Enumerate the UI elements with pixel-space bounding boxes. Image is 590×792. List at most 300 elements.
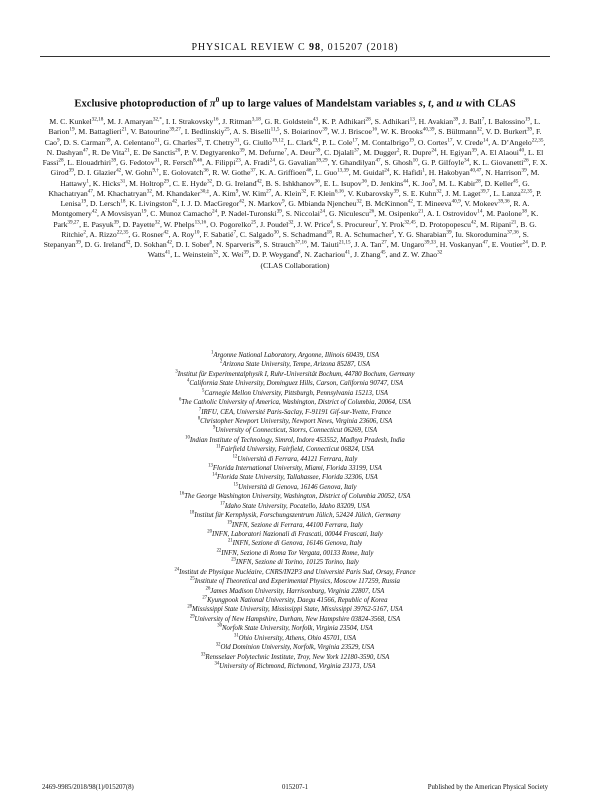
author-name: T. Chetry <box>205 137 235 147</box>
author-name: G. Mbianda Njencheu <box>288 199 357 208</box>
author-name: M. Guidal <box>352 168 385 178</box>
affiliation-line <box>42 473 548 482</box>
author-name: M. L. Kabir <box>438 178 476 188</box>
author-affiliation-marks: 19,12 <box>271 136 284 143</box>
article-number: 015207 (2018) <box>327 42 399 53</box>
author-name: A Movsisyan <box>100 209 142 219</box>
author-affiliation-marks: 7 <box>233 229 237 236</box>
author-affiliation-marks: 42 <box>172 198 178 205</box>
author-name: P. Lenisa <box>60 188 542 208</box>
author-name: S. Boiarinov <box>283 127 323 137</box>
author-affiliation-marks: 17 <box>447 136 453 143</box>
author-name: I. Balossino <box>488 117 525 126</box>
affiliation-text: IRFU, CEA, Université Paris-Saclay, F-91191 Gif-sur-Yvette, France <box>201 408 392 416</box>
author-affiliation-marks: 18 <box>120 198 126 205</box>
affiliation-text: University of Connecticut, Storrs, Connecticut 06269, USA <box>215 427 378 435</box>
author-affiliation-marks: 32 <box>436 188 442 195</box>
author-name: M. Hattawy <box>60 168 540 188</box>
title-suffix: with CLAS <box>462 98 516 110</box>
author-name: X. Wei <box>222 250 244 260</box>
author-name: L. Weinstein <box>174 250 214 260</box>
author-affiliation-marks: 24 <box>269 157 275 164</box>
author-affiliation-marks: 39 <box>105 136 111 143</box>
author-name: S. Ghosh <box>384 158 413 167</box>
author-affiliation-marks: 39 <box>243 249 249 256</box>
author-name: N. Harrison <box>485 168 522 178</box>
author-name: D. Lersch <box>90 199 121 208</box>
author-name: Y. Prok <box>381 219 405 229</box>
author-name: G. Charles <box>163 137 197 147</box>
author-name: K. Hicks <box>92 178 121 188</box>
author-name: Z. W. Zhao <box>402 250 438 260</box>
affiliation-index: 12 <box>232 454 238 460</box>
author-name: D. Keller <box>484 178 514 188</box>
affiliation-line <box>42 558 548 567</box>
author-name: F. X. Girod <box>50 158 548 178</box>
affiliation-line <box>42 445 548 454</box>
author-affiliation-marks: 32 <box>206 177 213 184</box>
author-affiliation-marks: 36 <box>314 177 320 184</box>
author-affiliation-marks: 1 <box>86 177 89 184</box>
affiliation-index: 34 <box>214 661 220 667</box>
author-name: O. Pogorelko <box>210 219 252 229</box>
author-affiliation-marks: 42 <box>91 208 98 215</box>
author-name: R. Fersch <box>163 158 194 167</box>
author-affiliation-marks: 19 <box>80 198 87 205</box>
author-name: M. J. Amaryan <box>107 117 153 126</box>
affiliation-text: California State University, Dominguez Hills, Carson, California 90747, USA <box>189 380 404 388</box>
author-affiliation-marks: 9 <box>235 188 239 195</box>
author-affiliation-marks: 21 <box>511 218 517 225</box>
affiliation-text: Christopher Newport University, Newport News, Virginia 23606, USA <box>200 417 393 425</box>
affiliation-index: 18 <box>189 510 195 516</box>
author-affiliation-marks: 47 <box>82 147 89 154</box>
author-affiliation-marks: 42 <box>239 198 245 205</box>
affiliation-index: 17 <box>220 501 225 507</box>
affiliation-index: 16 <box>179 492 185 498</box>
author-affiliation-marks: 32,18 <box>91 116 104 123</box>
author-name: M. Ungaro <box>390 240 425 249</box>
author-name: L. El Fassi <box>42 147 544 167</box>
author-affiliation-marks: 39,7 <box>480 188 490 195</box>
author-affiliation-marks: 30,‡ <box>200 188 210 195</box>
author-name: R. W. Gothe <box>212 168 251 178</box>
author-affiliation-marks: 39,36 <box>497 198 510 205</box>
author-affiliation-marks: 39 <box>526 126 533 133</box>
author-name: S. Strauch <box>263 240 296 249</box>
author-affiliation-marks: 32,* <box>152 116 162 123</box>
author-affiliation-marks: 32 <box>288 218 294 225</box>
author-affiliation-marks: 10 <box>194 229 200 236</box>
affiliation-text: INFN, Sezione di Roma Tor Vergata, 00133 Rome, Italy <box>221 549 374 557</box>
author-affiliation-marks: 47 <box>87 188 93 195</box>
author-name: D. Jenkins <box>370 178 404 188</box>
author-name: S. Stepanyan <box>43 229 529 249</box>
affiliation-line <box>42 455 548 464</box>
author-affiliation-marks: 9 <box>281 198 285 205</box>
affiliation-index: 20 <box>207 529 212 535</box>
author-affiliation-marks: 24 <box>384 167 390 174</box>
author-name: G. R. Goldstein <box>264 117 313 126</box>
author-affiliation-marks: 42 <box>125 239 131 246</box>
author-name: G. Niculescu <box>328 209 370 219</box>
author-affiliation-marks: 28 <box>475 177 481 184</box>
author-name: A. Roy <box>172 229 195 239</box>
author-affiliation-marks: 37,16 <box>295 239 307 246</box>
affiliation-index: 23 <box>231 558 236 563</box>
author-affiliation-marks: 45 <box>513 177 519 184</box>
author-name: M. Contalbrigo <box>361 137 409 147</box>
author-affiliation-marks: 20 <box>175 147 181 154</box>
author-affiliation-marks: 2 <box>83 229 86 236</box>
affiliation-index: 14 <box>212 473 217 479</box>
author-affiliation-marks: 39 <box>315 147 321 154</box>
author-name: E. Voutier <box>491 240 523 249</box>
author-name: I. J. D. MacGregor <box>181 199 240 208</box>
author-affiliation-marks: 30 <box>273 229 279 236</box>
volume: 98 <box>309 42 321 53</box>
footer-publisher: Published by the American Physical Society <box>427 784 548 791</box>
author-name: A. Celentano <box>113 137 155 147</box>
affiliation-index: 13 <box>208 463 213 469</box>
affiliation-index: 19 <box>227 520 232 526</box>
author-name: H. Egiyan <box>440 147 472 157</box>
author-affiliation-marks: 36 <box>203 167 209 174</box>
author-affiliation-marks: 46 <box>306 167 312 174</box>
author-name: G. Khachatryan <box>48 178 530 198</box>
author-affiliation-marks: 13,16 <box>194 218 207 225</box>
author-name: M. Khachatryan <box>96 188 147 198</box>
author-name: D. S. Carman <box>63 137 106 147</box>
author-name: V. D. Burkert <box>485 127 527 137</box>
affiliation-line <box>42 360 548 369</box>
author-affiliation-marks: 1 <box>422 167 425 174</box>
pi-symbol: π <box>209 98 216 110</box>
author-name: W. Kim <box>242 188 267 198</box>
author-name: T. Mineeva <box>416 199 452 208</box>
author-affiliation-marks: 23 <box>235 157 241 164</box>
affiliation-text: Università di Ferrara, 44121 Ferrara, Italy <box>237 455 358 463</box>
affiliation-index: 2 <box>219 360 223 366</box>
affiliation-index: 10 <box>185 435 190 441</box>
author-name: E. De Sanctis <box>133 147 176 157</box>
author-name: A. Klein <box>274 188 302 198</box>
author-name: J. Ball <box>462 117 482 126</box>
author-affiliation-marks: 10 <box>412 157 418 164</box>
affiliation-line <box>42 577 548 586</box>
affiliation-line <box>42 521 548 530</box>
author-name: B. G. Ritchie <box>61 219 537 239</box>
author-affiliation-marks: 22,35 <box>531 136 544 143</box>
author-name: L. Clark <box>287 137 314 147</box>
author-affiliation-marks: 47 <box>375 157 381 164</box>
affiliation-text: James Madison University, Harrisonburg, Virginia 22807, USA <box>210 587 385 595</box>
author-affiliation-marks: 31 <box>234 136 240 143</box>
affiliation-line <box>42 549 548 558</box>
author-affiliation-marks: 19 <box>141 208 147 215</box>
affiliation-line <box>42 662 548 671</box>
affiliation-line <box>42 539 548 548</box>
author-name: K. Park <box>53 209 539 229</box>
author-name: M. Battaglieri <box>78 127 122 137</box>
author-name: N. Zachariou <box>304 250 345 260</box>
affiliation-line <box>42 389 548 398</box>
author-affiliation-marks: 21 <box>154 136 160 143</box>
author-name: P. Nadel-Turonski <box>221 209 277 219</box>
author-name: A. Deur <box>290 147 316 157</box>
affiliation-line <box>42 568 548 577</box>
author-affiliation-marks: 39 <box>276 208 282 215</box>
author-affiliation-marks: 39 <box>110 157 117 164</box>
author-name: J. M. Laget <box>445 188 481 198</box>
author-name: M. Osipenko <box>378 209 419 219</box>
author-affiliation-marks: 39 <box>113 218 119 225</box>
var-u: u <box>456 98 463 110</box>
affiliation-text: Indian Institute of Technology, Simrol, Indore 453552, Madhya Pradesh, India <box>189 436 405 444</box>
author-name: S. Adhikari <box>374 117 410 126</box>
affiliation-line <box>42 492 548 501</box>
author-name: F. Cao <box>44 127 542 147</box>
affiliation-text: Florida State University, Tallahassee, Florida 32306, USA <box>216 474 378 482</box>
author-affiliation-marks: 42 <box>116 167 122 174</box>
author-affiliation-marks: 32,45 <box>404 218 416 225</box>
author-affiliation-marks: 18 <box>326 229 332 236</box>
affiliation-line <box>42 605 548 614</box>
author-affiliation-marks: 13 <box>409 116 415 123</box>
author-affiliation-marks: 31 <box>154 157 160 164</box>
affiliation-index: 31 <box>233 633 239 639</box>
author-affiliation-marks: 8 <box>209 239 213 246</box>
affiliation-index: 27 <box>202 595 208 601</box>
author-affiliation-marks: 42 <box>470 218 477 225</box>
author-affiliation-marks: 39,27 <box>67 218 80 225</box>
author-affiliation-marks: 27 <box>381 239 387 246</box>
author-name: K. P. Adhikari <box>321 117 366 126</box>
affiliation-line <box>42 530 548 539</box>
author-name: H. Avakian <box>418 117 454 126</box>
affiliation-text: University of New Hampshire, Durham, New Hampshire 03824-3568, USA <box>194 615 401 623</box>
author-name: K. Hafidi <box>393 168 423 178</box>
author-name: D. G. Ireland <box>84 240 126 249</box>
footer-page: 015207-1 <box>281 784 309 791</box>
author-name: A. S. Biselli <box>233 127 271 137</box>
author-affiliation-marks: 39 <box>68 167 74 174</box>
author-affiliation-marks: 40,47 <box>469 167 482 174</box>
author-affiliation-marks: 39,33 <box>424 239 436 246</box>
author-affiliation-marks: 21 <box>124 147 130 154</box>
author-affiliation-marks: 24 <box>319 208 326 215</box>
affiliation-text: Ohio University, Athens, Ohio 45701, USA <box>238 634 357 642</box>
collaboration-name: (CLAS Collaboration) <box>260 260 330 270</box>
affiliation-index: 9 <box>212 426 216 432</box>
var-t: t <box>428 98 432 110</box>
author-name: G. Rosner <box>132 229 164 239</box>
author-name: D. Payette <box>122 219 155 229</box>
affiliation-line <box>42 370 548 379</box>
affiliation-line <box>42 587 548 596</box>
author-affiliation-marks: 29 <box>163 177 169 184</box>
author-name: F. Sabatié <box>203 229 234 239</box>
author-name: J. W. Price <box>297 219 331 229</box>
author-name: N. Dashyan <box>46 147 83 157</box>
affiliation-text: Università di Genova, 16146 Genova, Italy <box>238 483 357 491</box>
author-name: V. Kubarovsky <box>347 188 394 198</box>
author-affiliation-marks: 32 <box>154 218 160 225</box>
article-title: Exclusive photoproduction of $\pi^0$ up to large values of Mandelstam variables s, t, and u with CLAS <box>74 96 516 110</box>
author-name: C. Munoz Camacho <box>150 209 212 219</box>
affiliation-index: 11 <box>216 444 221 450</box>
author-name: R. A. Schumacher <box>335 229 392 239</box>
author-affiliation-marks: 14 <box>483 136 489 143</box>
affiliation-index: 26 <box>205 586 211 592</box>
affiliation-text: INFN, Sezione di Ferrara, 44100 Ferrara, Italy <box>231 521 363 529</box>
author-affiliation-marks: 2 <box>396 147 400 154</box>
author-affiliation-marks: 25 <box>224 126 230 133</box>
author-affiliation-marks: 26 <box>369 208 375 215</box>
author-name: O. Cortes <box>417 137 448 147</box>
affiliation-text: Institute of Theoretical and Experimental Physics, Moscow 117259, Russia <box>194 578 400 586</box>
author-affiliation-marks: 32 <box>437 249 443 256</box>
title-prefix: Exclusive photoproduction of <box>74 98 210 110</box>
author-affiliation-marks: 28 <box>58 157 64 164</box>
author-affiliation-marks: 8,46 <box>193 157 203 164</box>
affiliation-text: Old Dominion University, Norfolk, Virginia 23529, USA <box>220 644 375 652</box>
affiliation-index: 33 <box>200 652 206 658</box>
footer-issn: 2469-9985/2018/98(1)/015207(8) <box>42 784 134 791</box>
author-affiliation-marks: 39 <box>453 116 459 123</box>
author-affiliation-marks: 43 <box>312 116 319 123</box>
author-name: S. Niccolai <box>285 209 320 219</box>
author-affiliation-marks: 25 <box>251 218 257 225</box>
author-name: P. V. Degtyarenko <box>184 147 240 157</box>
author-affiliation-marks: 9 <box>432 177 435 184</box>
affiliation-line <box>42 379 548 388</box>
affiliation-text: Fairfield University, Fairfield, Connecticut 06824, USA <box>220 446 374 454</box>
author-affiliation-marks: 32 <box>196 136 202 143</box>
author-name: M. Defurne <box>248 147 285 157</box>
author-affiliation-marks: 42 <box>163 229 169 236</box>
author-name: A. Rizzo <box>89 229 117 239</box>
author-affiliation-marks: 13,39 <box>337 167 349 174</box>
author-name: R. A. Montgomery <box>51 199 530 219</box>
affiliation-text: University of Richmond, Richmond, Virginia 23173, USA <box>219 662 376 670</box>
author-name: G. Ciullo <box>243 137 272 147</box>
author-affiliation-marks: 39 <box>521 167 527 174</box>
affiliation-line <box>42 436 548 445</box>
author-affiliation-marks: 40 <box>518 147 525 154</box>
affiliation-text: The George Washington University, Washington, District of Columbia 20052, USA <box>184 493 411 501</box>
affiliation-line <box>42 624 548 633</box>
affiliation-text: Institut für Experimentalphysik I, Ruhr-Universität Bochum, 44780 Bochum, Germany <box>177 370 415 378</box>
author-name: V. Crede <box>456 137 483 147</box>
author-affiliation-marks: 21,15 <box>338 239 351 246</box>
author-name: L. Elouadrhiri <box>67 158 111 167</box>
affiliation-line <box>42 398 548 407</box>
affiliation-line <box>42 596 548 605</box>
affiliation-line <box>42 464 548 473</box>
author-name: M. Taiuti <box>310 240 339 249</box>
author-name: E. Pasyuk <box>82 219 114 229</box>
author-name: W. Gohn <box>124 168 153 178</box>
affiliation-text: Mississippi State University, Mississippi State, Mississippi 39762-5167, USA <box>192 606 403 614</box>
author-affiliation-marks: 39 <box>471 147 477 154</box>
author-name: A. I. Ostrovidov <box>426 209 478 219</box>
author-name: D. G. Ireland <box>215 178 257 188</box>
author-affiliation-marks: 26 <box>523 157 529 164</box>
author-name: A. Filippi <box>205 158 236 167</box>
author-name: S. Bültmann <box>438 127 477 137</box>
affiliation-text: INFN, Sezione di Genova, 16146 Genova, Italy <box>232 540 363 548</box>
author-name: I. I. Strakovsky <box>165 117 214 126</box>
affiliation-text: Kyungpook National University, Daegu 41566, Republic of Korea <box>207 596 388 604</box>
affiliation-index: 32 <box>215 642 221 648</box>
affiliation-line <box>42 408 548 417</box>
author-affiliation-marks: 37,36 <box>507 229 519 236</box>
author-affiliation-marks: 24 <box>212 208 218 215</box>
affiliation-text: Carnegie Mellon University, Pittsburgh, Pennsylvania 15213, USA <box>204 389 388 397</box>
affiliation-index: 21 <box>227 539 233 545</box>
author-affiliation-marks: 9 <box>57 136 60 143</box>
author-affiliation-marks: 32 <box>476 126 482 133</box>
author-name: E. L. Isupov <box>323 178 362 188</box>
author-name: L. Barion <box>48 117 541 137</box>
affiliation-text: Norfolk State University, Norfolk, Virginia 23504, USA <box>221 625 373 633</box>
author-name: C. Salgado <box>239 229 274 239</box>
affiliation-line <box>42 417 548 426</box>
affiliation-line <box>42 426 548 435</box>
affiliation-line <box>42 502 548 511</box>
author-affiliation-marks: 22,35 <box>520 188 533 195</box>
author-name: L. Lanza <box>493 188 521 198</box>
affiliation-index: 1 <box>210 350 214 356</box>
author-affiliation-marks: 37 <box>354 147 360 154</box>
author-affiliation-marks: 7 <box>375 218 378 225</box>
author-name: B. S. Ishkhanov <box>265 178 315 188</box>
author-name: D. I. Sober <box>175 240 210 249</box>
author-name: K. A. Griffioen <box>259 168 307 178</box>
author-affiliation-marks: 21 <box>121 126 127 133</box>
author-name: W. K. Brooks <box>380 127 423 137</box>
author-affiliation-marks: 22,35 <box>116 229 129 236</box>
affiliation-text: Florida International University, Miami, Florida 33199, USA <box>212 465 382 473</box>
author-affiliation-marks: 42 <box>313 136 319 143</box>
author-affiliation-marks: 24 <box>522 239 528 246</box>
author-affiliation-marks: 27 <box>266 188 272 195</box>
author-name: I. Bedlinskiy <box>184 127 225 137</box>
author-name: Y. Ghandilyan <box>331 158 376 167</box>
affiliation-index: 8 <box>197 416 201 422</box>
author-affiliation-marks: 17 <box>352 136 358 143</box>
author-affiliation-marks: 47 <box>482 239 488 246</box>
author-affiliation-marks: 9,† <box>152 167 159 174</box>
author-affiliation-marks: 39,29 <box>315 157 328 164</box>
pi-superscript: 0 <box>215 96 220 104</box>
author-affiliation-marks: 11,5 <box>270 126 280 133</box>
author-name: H. Voskanyan <box>439 240 483 249</box>
author-affiliation-marks: 8 <box>297 249 301 256</box>
affiliation-text: Institut für Kernphysik, Forschungszentrum Jülich, 52424 Jülich, Germany <box>194 512 401 520</box>
author-name: W. J. Briscoe <box>331 127 372 137</box>
affiliation-text: Rensselaer Polytechnic Institute, Troy, New York 12180-3590, USA <box>205 653 390 661</box>
author-affiliation-marks: 32 <box>146 188 152 195</box>
author-affiliation-marks: 36 <box>361 177 367 184</box>
author-name: J. Ritman <box>222 117 252 126</box>
author-affiliation-marks: 37 <box>250 167 256 174</box>
author-affiliation-marks: 38 <box>254 239 260 246</box>
author-name: J. Zhang <box>353 250 381 260</box>
author-name: K. Livingston <box>129 199 173 208</box>
author-affiliation-marks: 38 <box>521 208 527 215</box>
